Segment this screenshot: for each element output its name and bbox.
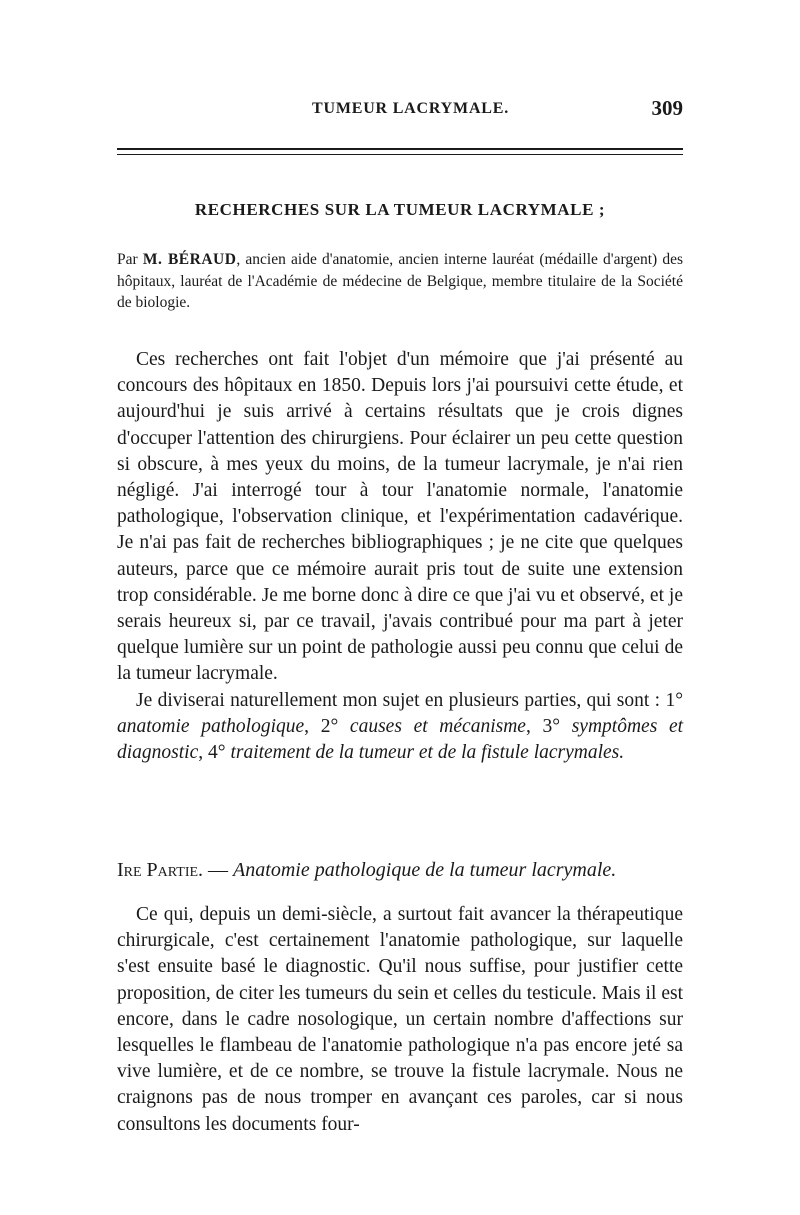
p2-num-1: 1° [665,689,683,711]
p2-item-4: traitement de la tumeur et de la fistule lacrymales. [230,742,625,764]
section-dash: — [203,859,234,881]
p2-sep-1: , [304,715,321,737]
p2-item-1: anatomie pathologique [117,715,305,737]
section-heading [117,857,683,883]
p2-num-4: 4° [208,742,231,764]
p2-item-2: causes et mécanisme [349,715,526,737]
p2-num-3: 3° [542,715,572,737]
article-title: RECHERCHES SUR LA TUMEUR LACRYMALE ; [194,200,606,219]
p2-sep-2: , [525,715,543,737]
section-heading-text: Anatomie pathologique de la tumeur lacrymale. [233,859,617,881]
p2-item-3: symptômes et diagnostic [117,715,684,764]
p2-sep-3: , [198,742,208,764]
paragraph-3: Ce qui, depuis un demi-siècle, a surtout fait avancer la thérapeutique chirurgicale, c'est certainement l'anatomie pathologique, sur laquelle s'est ensuite basé le diagnostic. Qu'il nous suffise, pour justifier cette proposition, de citer les tumeurs du sein et celles du testicule. Mais il est encore, dans le cadre nosologique, un certain nombre d'affections sur lesquelles le flambeau de l'anatomie pathologique n'a pas encore jeté sa vive lumière, et de ce nombre, se trouve la fistule lacrymale. Nous ne craignons pas de nous tromper en avançant ces paroles, car si nous consultons les documents four- [117,904,683,1135]
header-rule-thick [117,148,683,150]
running-head [117,96,683,126]
page-number: 309 [651,96,683,120]
p2-intro: Je diviserai naturellement mon sujet en plusieurs parties, qui sont : [136,689,666,711]
byline-author: M. BÉRAUD [142,251,237,268]
running-title: TUMEUR LACRYMALE. [312,100,510,117]
p2-num-2: 2° [320,715,350,737]
byline [117,249,683,314]
body-text-section [117,902,683,1138]
paragraph-1: Ces recherches ont fait l'objet d'un mémoire que j'ai présenté au concours des hôpitaux en 1850. Depuis lors j'ai poursuivi cette étude, et aujourd'hui je suis arrivé à certains résultats que je crois dignes d'occuper l'attention des chirurgiens. Pour éclairer un peu cette question si obscure, à mes yeux du moins, de la tumeur lacrymale, je n'ai rien négligé. J'ai interrogé tour à tour l'anatomie normale, l'anatomie pathologique, l'observation clinique, et l'expérimentation cadavérique. Je n'ai pas fait de recherches bibliographiques ; je ne cite que quelques auteurs, parce que ce mémoire aurait pris tout de suite une extension trop considérable. Je me borne donc à dire ce que j'ai vu et observé, et je serais heureux si, par ce travail, j'avais contribué pour ma part à jeter quelque lumière sur un point de pathologie aussi peu connu que celui de la tumeur lacrymale. [117,349,683,685]
section-label: Ire Partie. [117,859,204,881]
body-text [117,347,683,766]
paragraph-2 [117,688,683,767]
byline-prefix: Par [117,251,143,268]
header-rule-thin [117,154,683,155]
byline-rest: , ancien aide d'anatomie, ancien interne lauréat (médaille d'argent) des hôpitaux, lauréat de l'Académie de médecine de Belgique, membre titulaire de la Société de biologie. [117,251,683,311]
